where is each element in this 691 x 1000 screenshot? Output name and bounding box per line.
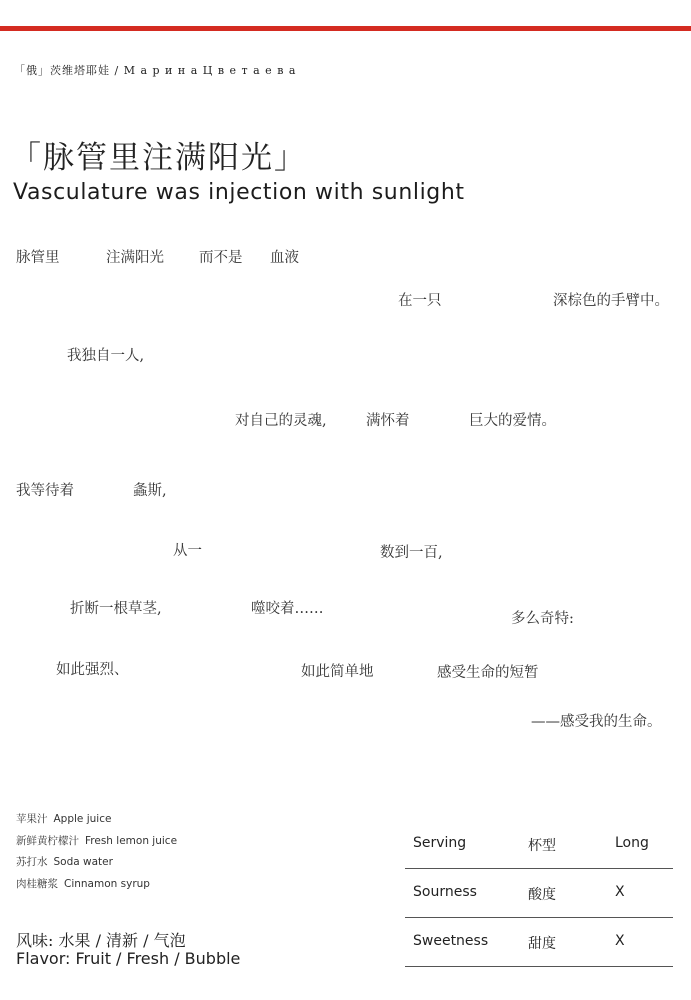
top-accent-bar <box>0 26 691 31</box>
poem-fragment: 我等待着 <box>16 483 74 499</box>
poem-fragment: 对自己的灵魂, <box>235 413 327 429</box>
ingredient-item: 新鲜黄柠檬汁 Fresh lemon juice <box>16 835 178 847</box>
poem-fragment: 注满阳光 <box>106 250 164 266</box>
poem-fragment: 数到一百, <box>380 545 443 561</box>
table-row: Serving 杯型 Long <box>405 820 673 869</box>
poem-fragment: 巨大的爱情。 <box>469 413 556 429</box>
table-row: Sourness 酸度 X <box>405 869 673 918</box>
poem-fragment: 如此简单地 <box>301 664 374 680</box>
poem-fragment: 从一 <box>173 543 202 559</box>
poem-fragment: 如此强烈、 <box>56 662 129 678</box>
poem-fragment: 折断一根草茎, <box>70 601 162 617</box>
flavor-english: Flavor: Fruit / Fresh / Bubble <box>16 949 241 968</box>
poem-fragment: 感受生命的短暂 <box>437 665 539 681</box>
poem-fragment: 满怀着 <box>366 413 410 429</box>
ingredient-item: 苹果汁 Apple juice <box>16 813 112 825</box>
poem-fragment: 血液 <box>270 250 299 266</box>
ingredient-item: 苏打水 Soda water <box>16 856 113 868</box>
poem-fragment: 多么奇特: <box>511 611 574 627</box>
poem-fragment: 深棕色的手臂中。 <box>553 293 669 309</box>
poem-fragment: 我独自一人, <box>67 348 145 364</box>
poem-fragment: 而不是 <box>199 250 243 266</box>
table-row: Sweetness 甜度 X <box>405 918 673 967</box>
spec-table <box>405 820 673 967</box>
title-chinese: 「脉管里注满阳光」 <box>10 140 307 176</box>
ingredient-item: 肉桂糖浆 Cinnamon syrup <box>16 878 150 890</box>
title-english: Vasculature was injection with sunlight <box>13 180 465 205</box>
author-line: 「俄」茨维塔耶娃 / М а р и н а Ц в е т а е в а <box>14 64 297 77</box>
poem-fragment: ——感受我的生命。 <box>531 714 662 730</box>
poem-fragment: 脉管里 <box>16 250 60 266</box>
poem-fragment: 在一只 <box>398 293 442 309</box>
flavor-chinese: 风味: 水果 / 清新 / 气泡 <box>16 931 186 950</box>
poem-fragment: 噬咬着…… <box>251 601 324 617</box>
poem-fragment: 螽斯, <box>133 483 167 499</box>
